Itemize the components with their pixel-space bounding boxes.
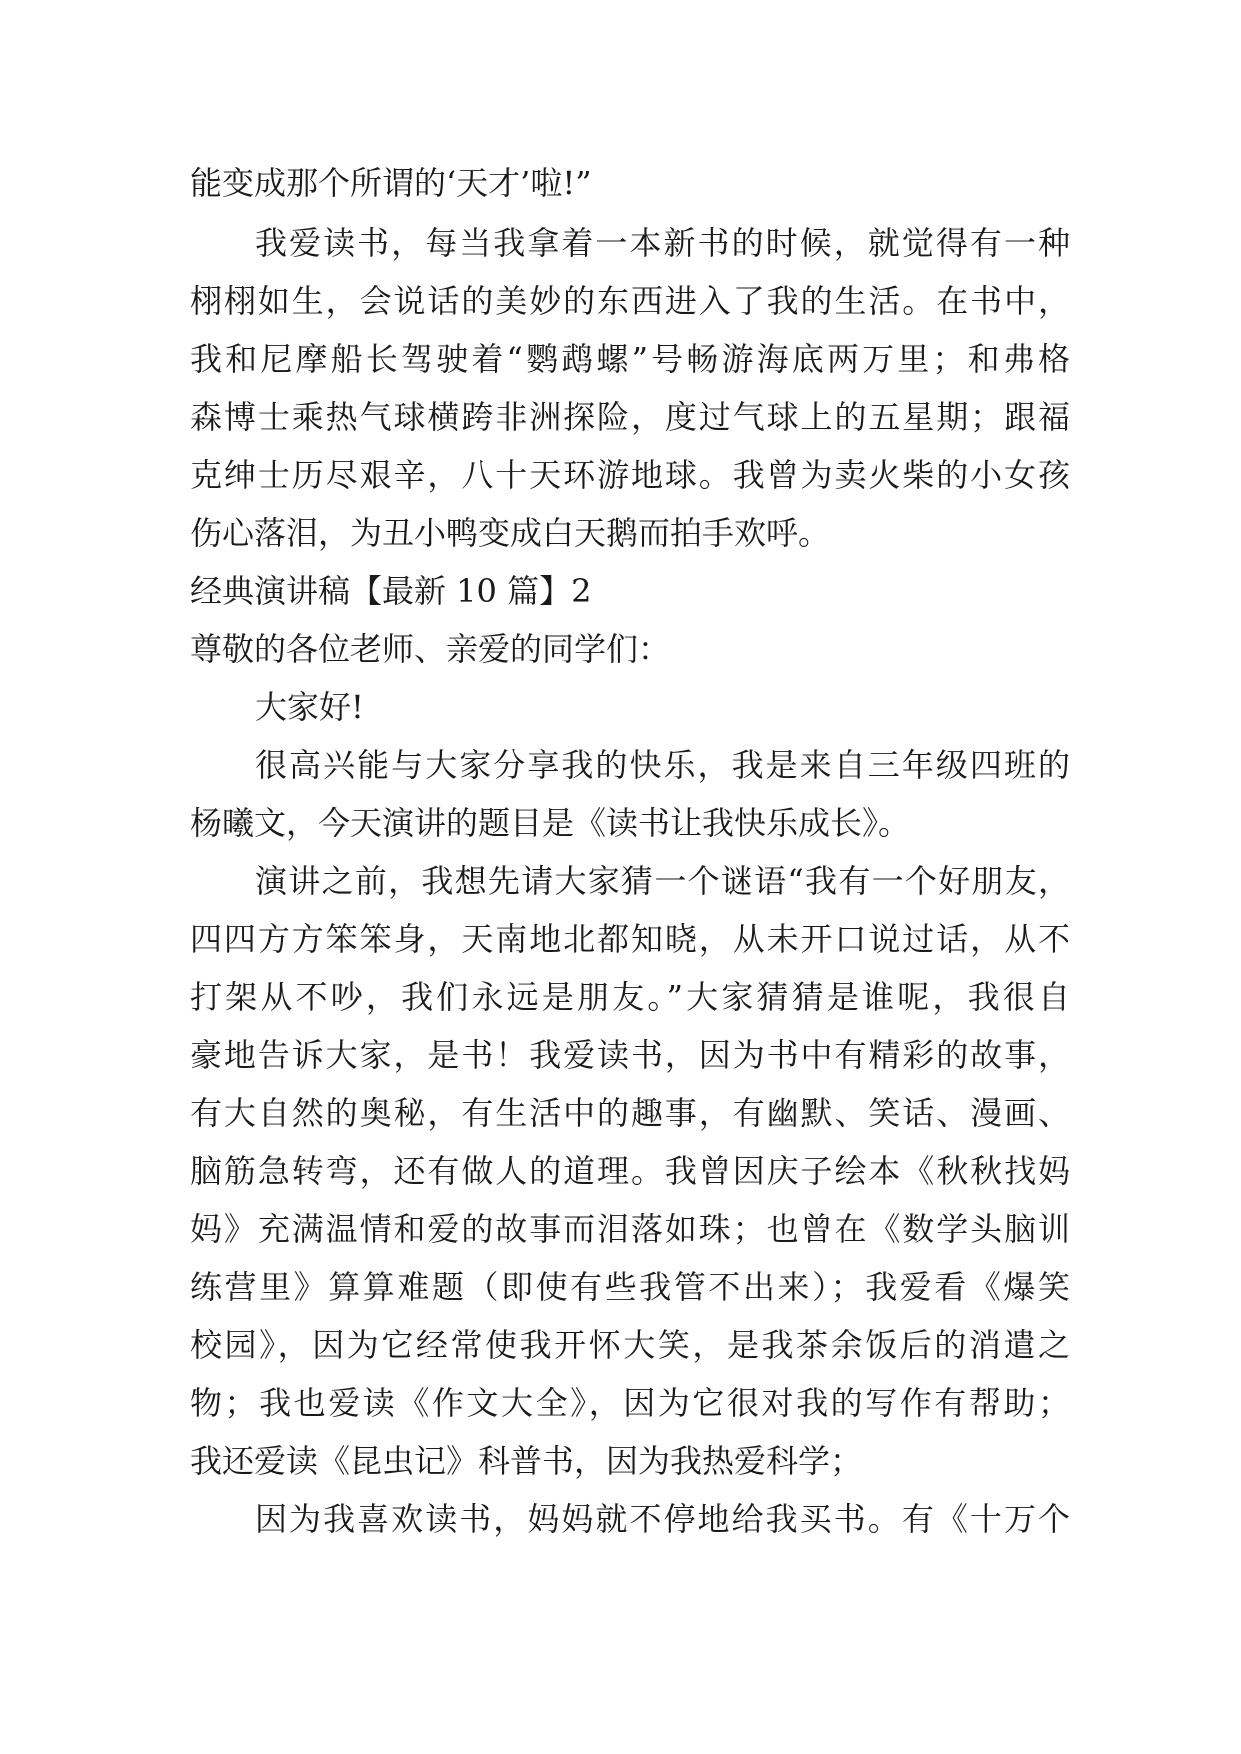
text-line: 物；我也爱读《作文大全》，因为它很对我的写作有帮助； [190,1384,1070,1422]
text-line: 克绅士历尽艰辛，八十天环游地球。我曾为卖火柴的小女孩 [190,456,1070,494]
text-line: 打架从不吵，我们永远是朋友。”大家猜猜是谁呢，我很自 [190,978,1070,1016]
text-line: 伤心落泪，为丑小鸭变成白天鹅而拍手欢呼。 [190,514,831,552]
text-line: 能变成那个所谓的‘天才’啦!” [190,164,592,202]
text-line: 有大自然的奥秘，有生活中的趣事，有幽默、笑话、漫画、 [190,1094,1070,1132]
text-line: 四四方方笨笨身，天南地北都知晓，从未开口说过话，从不 [190,920,1070,958]
text-line: 妈》充满温情和爱的故事而泪落如珠；也曾在《数学头脑训 [190,1210,1070,1248]
text-line: 我还爱读《昆虫记》科普书，因为我热爱科学； [190,1442,863,1480]
text-line: 演讲之前，我想先请大家猜一个谜语“我有一个好朋友， [255,862,1070,900]
salutation: 尊敬的各位老师、亲爱的同学们： [190,630,671,668]
text-line: 栩栩如生，会说话的美妙的东西进入了我的生活。在书中， [190,282,1070,320]
section-heading: 经典演讲稿【最新 10 篇】2 [190,572,592,610]
text-line: 练营里》算算难题（即使有些我管不出来）；我爱看《爆笑 [190,1268,1070,1306]
text-line: 森博士乘热气球横跨非洲探险，度过气球上的五星期；跟福 [190,398,1070,436]
text-line: 很高兴能与大家分享我的快乐，我是来自三年级四班的 [255,746,1070,784]
text-line: 脑筋急转弯，还有做人的道理。我曾因庆子绘本《秋秋找妈 [190,1152,1070,1190]
text-line: 杨曦文，今天演讲的题目是《读书让我快乐成长》。 [190,804,911,842]
text-line: 因为我喜欢读书，妈妈就不停地给我买书。有《十万个 [255,1500,1070,1538]
text-line: 我和尼摩船长驾驶着“鹦鹉螺”号畅游海底两万里；和弗格 [190,340,1070,378]
text-line: 我爱读书，每当我拿着一本新书的时候，就觉得有一种 [255,224,1070,262]
text-line: 校园》，因为它经常使我开怀大笑，是我茶余饭后的消遣之 [190,1326,1070,1364]
text-line: 豪地告诉大家，是书！我爱读书，因为书中有精彩的故事， [190,1036,1070,1074]
greeting: 大家好! [255,688,364,726]
